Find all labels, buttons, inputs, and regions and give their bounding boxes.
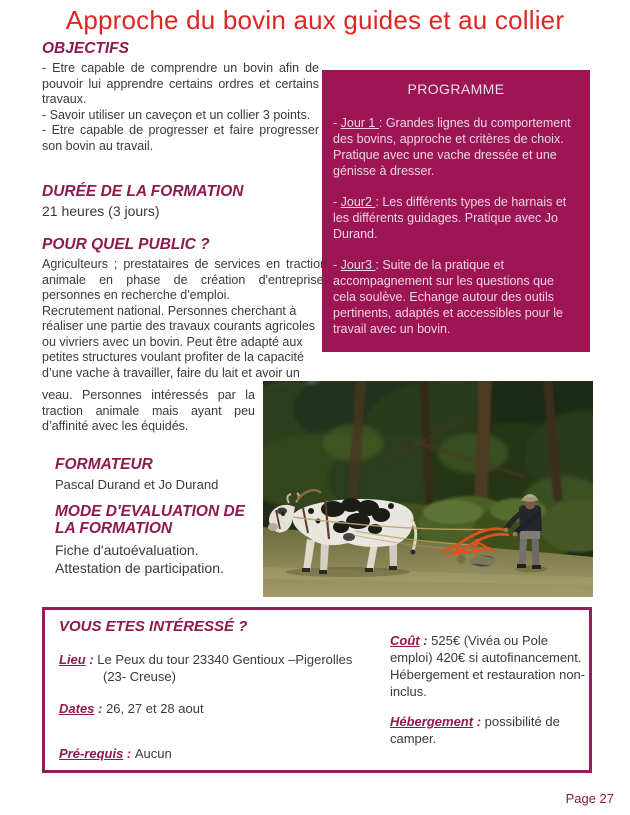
programme-panel — [322, 70, 590, 352]
formateur-heading: FORMATEUR — [55, 456, 153, 473]
prerequis-row: Pré-requis : Aucun — [59, 746, 172, 761]
programme-day-2: - Jour2 : Les différents types de harnais et les différents guidages. Pratique avec Jo Durand. — [333, 195, 567, 241]
cout-row: Coût : 525€ (Vivéa ou Pole emploi) 420€ si autofinancement. Hébergement et restauration non-inclus. — [390, 633, 586, 699]
evaluation-line: Attestation de participation. — [55, 560, 224, 577]
section-duree — [42, 183, 319, 220]
evaluation-heading: MODE D'EVALUATION DE LA FORMATION — [55, 503, 245, 538]
public-paragraph: veau. Personnes intéressés par la traction animale mais ayant peu d’affinité avec les équidés. — [42, 388, 255, 433]
public-heading: POUR QUEL PUBLIC ? — [42, 236, 210, 253]
formateur-names: Pascal Durand et Jo Durand — [55, 477, 219, 493]
public-continuation — [42, 388, 255, 435]
interested-panel — [42, 607, 592, 773]
objectifs-item: - Savoir utiliser un caveçon et un collier 3 points. — [42, 107, 311, 122]
section-formateur — [55, 456, 265, 493]
section-objectifs — [42, 40, 319, 154]
programme-day-3: - Jour3 : Suite de la pratique et accompagnement sur les questions que cela soulève. Echange autour des outils pertinents, adaptés et accessibles pour le travail avec un bovin. — [333, 258, 563, 336]
lieu-row: Lieu : Le Peux du tour 23340 Gentioux –Pigerolles (23- Creuse) — [59, 652, 353, 684]
duree-heading: DURÉE DE LA FORMATION — [42, 183, 244, 200]
section-public — [42, 236, 327, 381]
page-number: Page 27 — [565, 791, 614, 806]
photo-cattle-plowing — [263, 381, 593, 597]
dates-row: Dates : 26, 27 et 28 aout — [59, 701, 204, 716]
objectifs-item: - Etre capable de comprendre un bovin afin de pouvoir lui apprendre certains ordres et certains travaux. — [42, 61, 319, 107]
objectifs-item: - Etre capable de progresser et faire progresser son bovin au travail. — [42, 123, 319, 153]
section-evaluation — [55, 503, 255, 577]
hebergement-row: Hébergement : possibilité de camper. — [390, 714, 560, 746]
duree-text: 21 heures (3 jours) — [42, 203, 160, 220]
evaluation-line: Fiche d'autoévaluation. — [55, 542, 199, 559]
public-paragraph: Recrutement national. Personnes cherchant à réaliser une partie des travaux courants agricoles ou vivriers avec un bovin. Peut être adapté aux petites structures voulant profiter de la capacité d’une vache à travailler, faire du lait et avoir un — [42, 303, 316, 380]
interested-heading: VOUS ETES INTÉRESSÉ ? — [59, 618, 248, 635]
objectifs-heading: OBJECTIFS — [42, 40, 129, 57]
page-title: Approche du bovin aux guides et au collier — [65, 5, 565, 35]
public-paragraph: Agriculteurs ; prestataires de services en traction animale en phase de création d'entreprise, personnes en recherche d'emploi. — [42, 257, 327, 303]
programme-day-1: - Jour 1 : Grandes lignes du comportement des bovins, approche et critères de choix. Pratique avec une vache dressée et une génisse à dresser. — [333, 116, 571, 178]
programme-heading: PROGRAMME — [407, 81, 505, 97]
